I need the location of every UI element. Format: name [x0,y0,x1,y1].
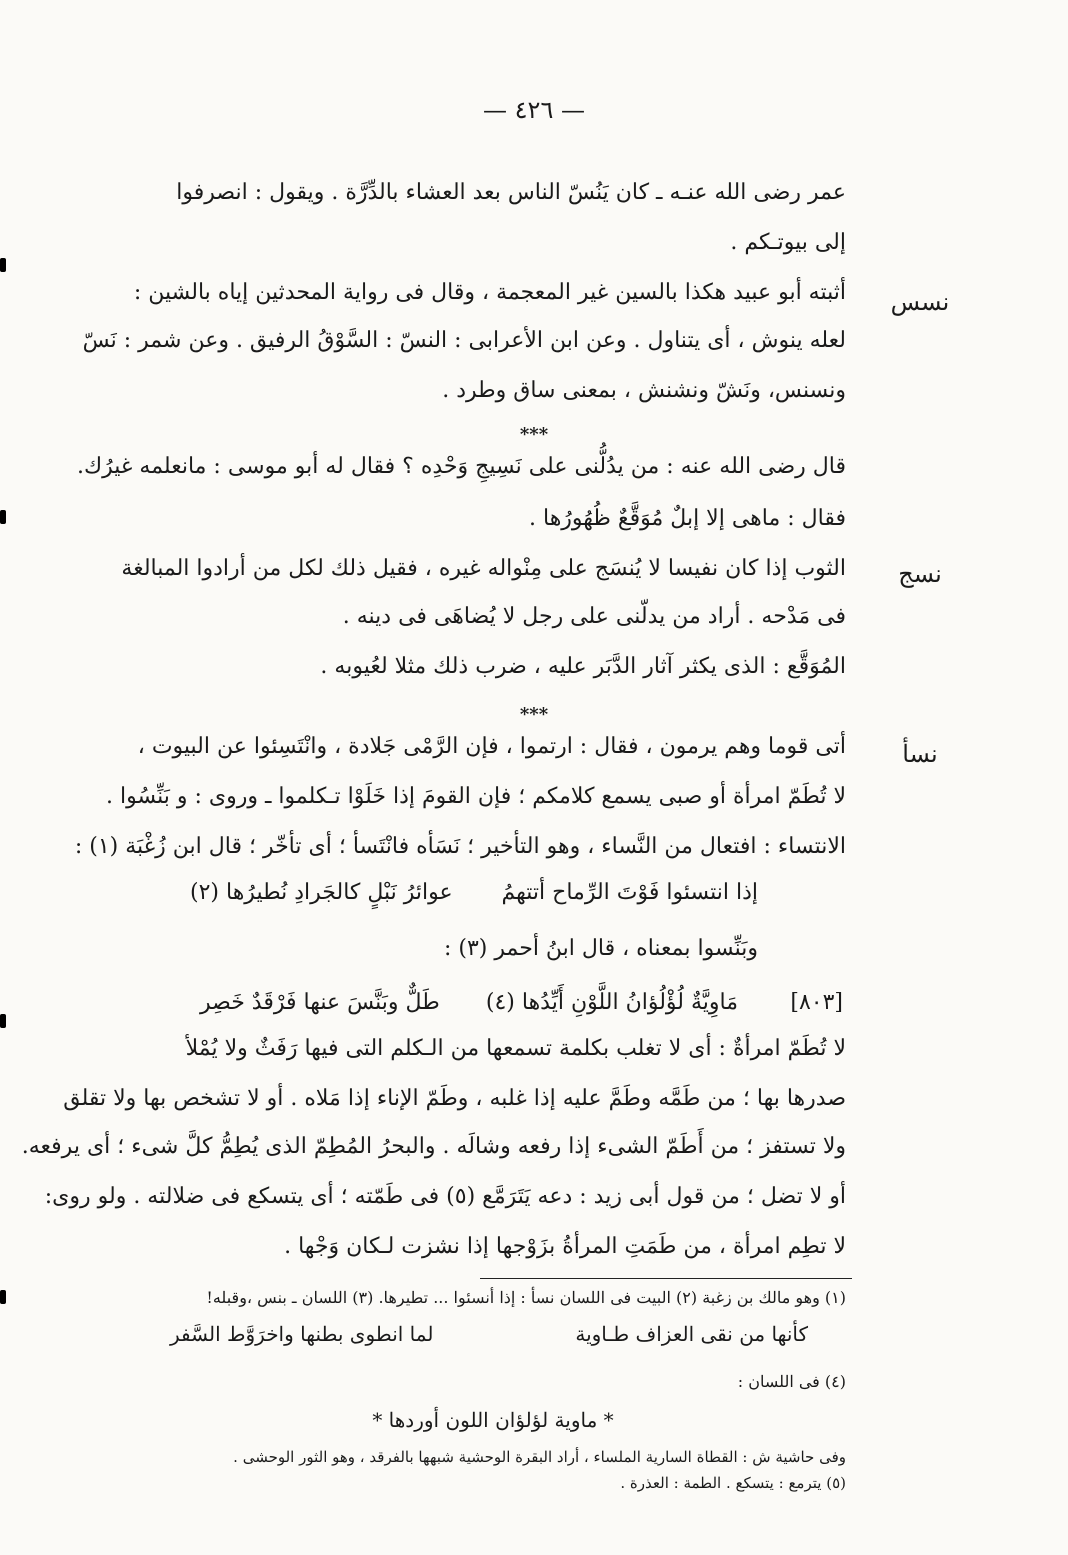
text-line: المُوَقَّع : الذى يكثر آثار الدَّبَر عليه ، ضرب ذلك مثلا لعُيوبه . [320,654,846,679]
verse-1-first-half: إذا انتسئوا فَوْتَ الرِّماح أتتهمُ [501,880,758,905]
headword-nsj: نسج [898,560,942,588]
text-line: ولا تستفز ؛ من أَطَمّ الشىء إذا رفعه وشالَه . والبحرُ المُطِمّ الذى يُطِمُّ كلَّ شىء ؛ أى يرفعه. [21,1134,846,1159]
page-number: — ٤٢٦ — [483,96,585,124]
text-line: لا تطِم امرأة ، من طَمَتِ المرأةُ بزَوْجها إذا نشزت لـكان وَجْها . [284,1234,846,1259]
margin-mark [0,1014,6,1028]
text-line: الثوب إذا كان نفيسا لا يُنسَج على مِنْواله غيره ، فقيل ذلك لكل من أرادوا المبالغة [121,556,846,581]
text-line: الانتساء : افتعال من النَّساء ، وهو التأخير ؛ نَسَأه فانْتَسأ ؛ أى تأخّر ؛ قال ابن زُغْبَة (١) : [74,834,846,859]
text-line: وبَنِّسوا بمعناه ، قال ابنُ أحمر (٣) : [443,936,758,961]
footnote-5: (٥) يترمع : يتسكع . الطمة : العذرة . [620,1474,846,1492]
separator-stars: *** [519,424,549,445]
text-line: أثبته أبو عبيد هكذا بالسين غير المعجمة ، وقال فى رواية المحدثين إياه بالشين : [133,280,846,305]
text-line: أتى قوما وهم يرمون ، فقال : ارتموا ، فإن الرَّمْى جَلادة ، وانْتَسِئوا عن البيوت ، [137,734,846,759]
verse-number: [٨٠٣] [790,990,843,1015]
verse-2-first-half: مَاوِيَّةٌ لُؤْلُؤانُ اللَّوْنِ أَيِّدُها (٤) [485,990,738,1015]
margin-mark [0,258,6,272]
text-line: صدرها بها ؛ من طَمَّه وطَمَّ عليه إذا غلبه ، وطَمّ الإناء إذا مَلاه . أو لا تشخص بها ولا تقلق [63,1086,846,1111]
text-line: أو لا تضل ؛ من قول أبى زيد : دعه يَتَرَمَّع (٥) فى طَمّته ؛ أى يتسكع فى ضلالته . ولو روى: [44,1184,846,1209]
footnote-1-3: (١) وهو مالك بن زغبة (٢) البيت فى اللسان نسأ : إذا أنسئوا ... تطيرها. (٣) اللسان ـ بنس ،وقبله! [206,1288,846,1307]
verse-2-second-half: طَلٌّ وبَنَّسَ عنها فَرْقَدٌ خَصِر [200,990,440,1015]
text-line: إلى بيوتـكم . [730,230,846,255]
footnote-4-verse: * ماوية لؤلؤان اللون أوردها * [372,1408,614,1432]
margin-mark [0,1290,6,1304]
text-line: عمر رضى الله عنـه ـ كان يَنُسّ الناس بعد العشاء بالدِّرَّة . ويقول : انصرفوا [176,180,846,205]
text-line: لا تُطَمّ امرأةٌ : أى لا تغلب بكلمة تسمعها من الـكلم التى فيها رَفَثٌ ولا يُمْلأ [185,1036,846,1061]
footnote-4: (٤) فى اللسان : [737,1372,846,1391]
footnote-rule [480,1278,852,1279]
margin-mark [0,510,6,524]
text-line: لا تُطَمّ امرأة أو صبى يسمع كلامكم ؛ فإن القومَ إذا خَلَوْا تـكلموا ـ وروى : و بَنِّسُوا . [106,784,846,809]
separator-stars: *** [519,704,549,725]
text-line: قال رضى الله عنه : من يدُلُّنى على نَسِيجِ وَحْدِه ؟ فقال له أبو موسى : مانعلمه غيرُك. [77,454,846,479]
headword-nsa: نسأ [902,740,938,768]
text-line: فى مَدْحه . أراد من يدلّنى على رجل لا يُضاهَى فى دينه . [342,604,846,629]
verse-1-second-half: عوائرُ نَبْلٍ كالجَرادِ نُطيرُها (٢) [190,880,453,905]
text-line: ونسنس، ونَشّ ونشنش ، بمعنى ساق وطرد . [442,378,846,403]
text-line: لعله ينوش ، أى يتناول . وعن ابن الأعرابى : النسّ : السَّوْقُ الرفيق . وعن شمر : نَسّ [82,328,846,353]
text-line: فقال : ماهى إلا إبلٌ مُوَقَّعٌ ظُهُورُها . [529,506,846,531]
footnote-verse-second-half: لما انطوى بطنها واخرَوَّط السَّفر [170,1322,434,1346]
headword-nss: نسس [890,288,950,316]
footnote-verse-first-half: كأنها من نقى العزاف طـاوية [575,1322,808,1346]
footnote-margin-note: وفى حاشية ش : القطاة السارية الملساء ، أراد البقرة الوحشية شبهها بالفرقد ، وهو الثور الوحشى . [233,1448,846,1466]
